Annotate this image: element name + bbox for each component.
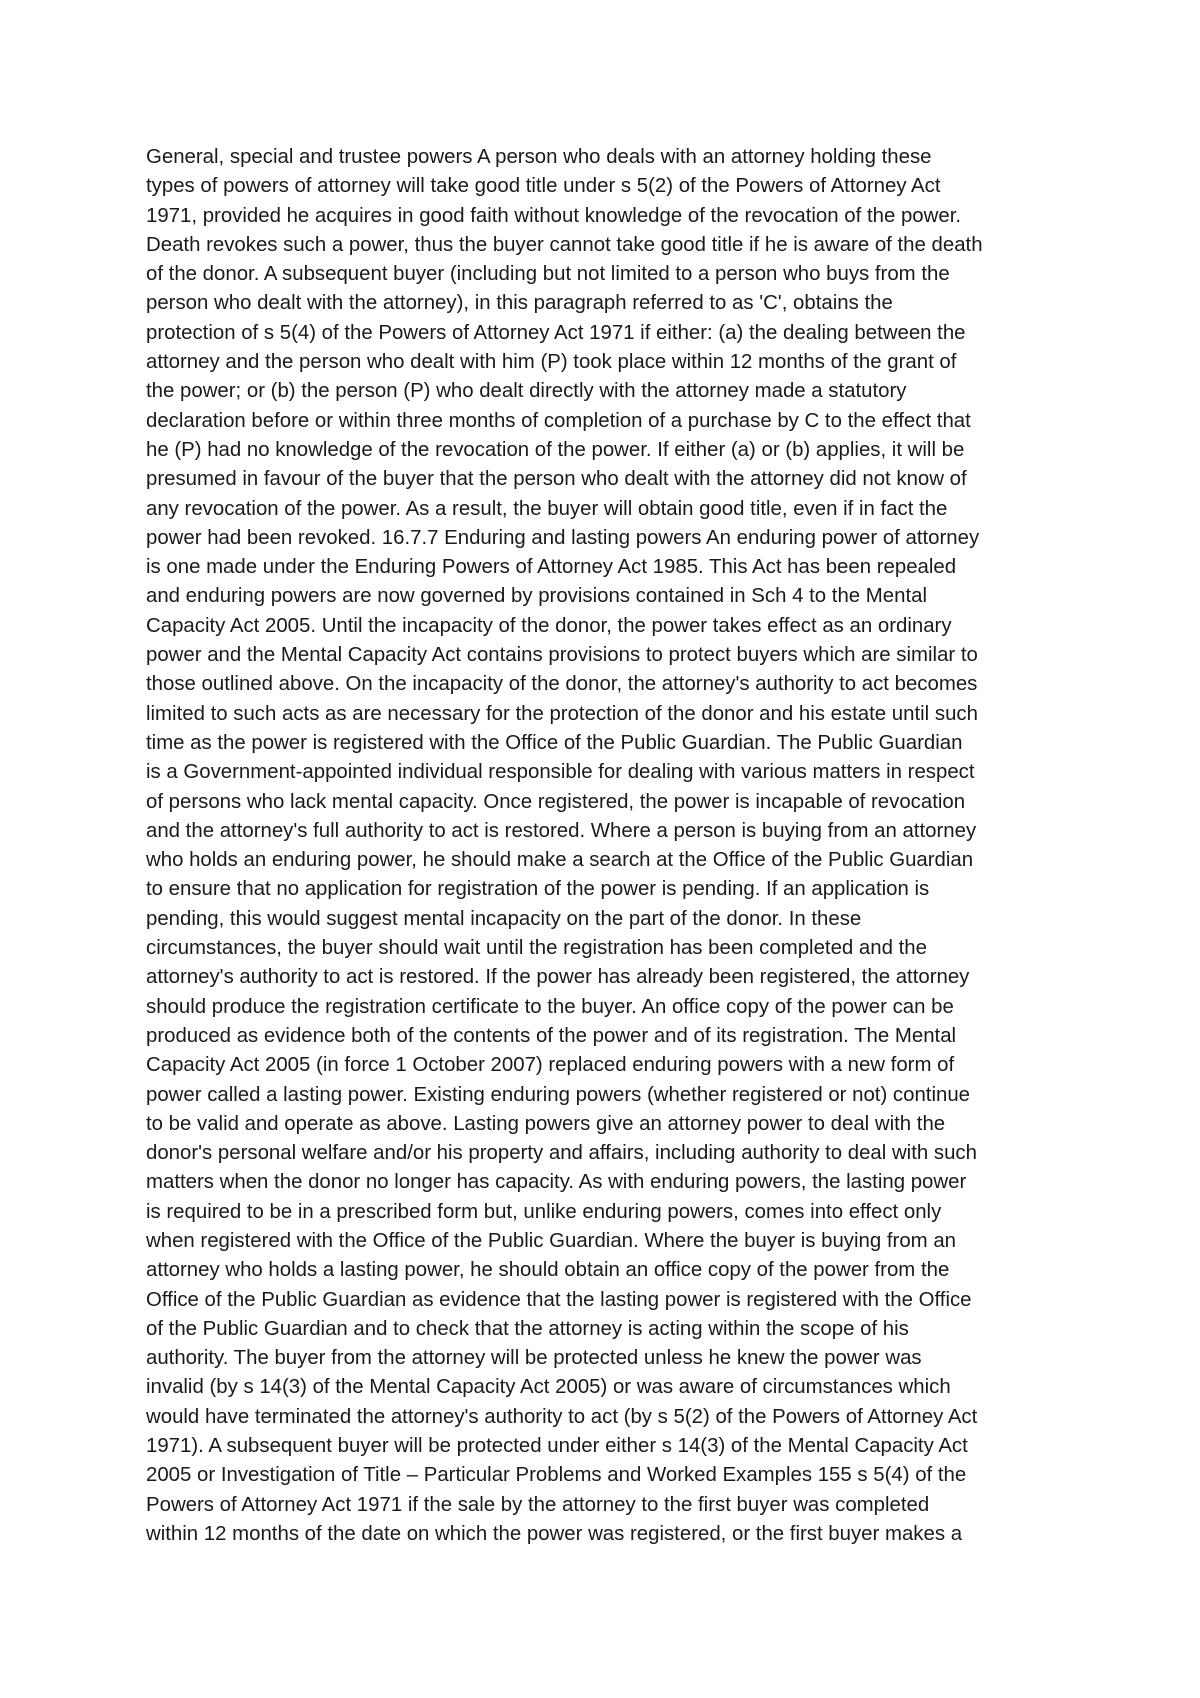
text-line: Death revokes such a power, thus the buyer cannot take good title if he is aware of the death	[146, 233, 983, 256]
text-line: power and the Mental Capacity Act contains provisions to protect buyers which are similar to	[146, 644, 978, 667]
text-line: 1971, provided he acquires in good faith without knowledge of the revocation of the power.	[146, 204, 962, 227]
text-line: any revocation of the power. As a result, the buyer will obtain good title, even if in fact the	[146, 497, 948, 520]
text-line: to be valid and operate as above. Lasting powers give an attorney power to deal with the	[146, 1112, 946, 1135]
text-line: limited to such acts as are necessary for the protection of the donor and his estate until such	[146, 702, 978, 725]
text-line: of the donor. A subsequent buyer (including but not limited to a person who buys from the	[146, 263, 950, 286]
text-line: and enduring powers are now governed by provisions contained in Sch 4 to the Mental	[146, 585, 927, 608]
text-line: circumstances, the buyer should wait until the registration has been completed and the	[146, 937, 927, 960]
text-line: 1971). A subsequent buyer will be protected under either s 14(3) of the Mental Capacity Act	[146, 1435, 968, 1458]
text-line: of the Public Guardian and to check that the attorney is acting within the scope of his	[146, 1317, 909, 1340]
text-line: and the attorney's full authority to act is restored. Where a person is buying from an attorney	[146, 819, 977, 842]
text-line: attorney and the person who dealt with him (P) took place within 12 months of the grant of	[146, 351, 957, 374]
text-line: should produce the registration certificate to the buyer. An office copy of the power can be	[146, 995, 954, 1018]
text-line: pending, this would suggest mental incapacity on the part of the donor. In these	[146, 907, 862, 930]
text-line: of persons who lack mental capacity. Once registered, the power is incapable of revocation	[146, 790, 966, 813]
text-line: attorney who holds a lasting power, he should obtain an office copy of the power from the	[146, 1259, 950, 1282]
text-line: produced as evidence both of the contents of the power and of its registration. The Mental	[146, 1024, 957, 1047]
text-line: power called a lasting power. Existing enduring powers (whether registered or not) continue	[146, 1083, 971, 1106]
text-line: types of powers of attorney will take good title under s 5(2) of the Powers of Attorney Act	[146, 175, 941, 198]
text-line: is one made under the Enduring Powers of Attorney Act 1985. This Act has been repealed	[146, 556, 957, 579]
text-line: the power; or (b) the person (P) who dealt directly with the attorney made a statutory	[146, 380, 907, 403]
text-line: Capacity Act 2005. Until the incapacity of the donor, the power takes effect as an ordinary	[146, 614, 952, 637]
text-line: when registered with the Office of the Public Guardian. Where the buyer is buying from an	[146, 1229, 957, 1252]
text-line: matters when the donor no longer has capacity. As with enduring powers, the lasting power	[146, 1171, 967, 1194]
text-line: those outlined above. On the incapacity of the donor, the attorney's authority to act becomes	[146, 673, 978, 696]
text-line: protection of s 5(4) of the Powers of Attorney Act 1971 if either: (a) the dealing between the	[146, 321, 966, 344]
text-line: authority. The buyer from the attorney will be protected unless he knew the power was	[146, 1347, 922, 1370]
body-text	[146, 143, 1076, 1549]
text-line: to ensure that no application for registration of the power is pending. If an application is	[146, 878, 930, 901]
text-line: is required to be in a prescribed form but, unlike enduring powers, comes into effect only	[146, 1200, 942, 1223]
text-line: donor's personal welfare and/or his property and affairs, including authority to deal with such	[146, 1142, 977, 1165]
text-line: time as the power is registered with the Office of the Public Guardian. The Public Guardian	[146, 731, 963, 754]
text-line: power had been revoked. 16.7.7 Enduring and lasting powers An enduring power of attorney	[146, 526, 980, 549]
text-line: who holds an enduring power, he should make a search at the Office of the Public Guardian	[146, 849, 974, 872]
text-line: General, special and trustee powers A person who deals with an attorney holding these	[146, 146, 932, 168]
text-line: would have terminated the attorney's authority to act (by s 5(2) of the Powers of Attorney Act	[146, 1405, 978, 1428]
text-line: attorney's authority to act is restored. If the power has already been registered, the attorney	[146, 966, 970, 989]
text-line: invalid (by s 14(3) of the Mental Capacity Act 2005) or was aware of circumstances which	[146, 1376, 951, 1399]
text-line: presumed in favour of the buyer that the person who dealt with the attorney did not know of	[146, 468, 967, 491]
text-line: person who dealt with the attorney), in this paragraph referred to as 'C', obtains the	[146, 292, 893, 315]
text-line: 2005 or Investigation of Title – Particular Problems and Worked Examples 155 s 5(4) of the	[146, 1464, 967, 1487]
text-line: is a Government-appointed individual responsible for dealing with various matters in respect	[146, 761, 975, 784]
text-line: Powers of Attorney Act 1971 if the sale by the attorney to the first buyer was completed	[146, 1493, 930, 1516]
text-line: declaration before or within three months of completion of a purchase by C to the effect that	[146, 409, 971, 432]
text-line: Office of the Public Guardian as evidence that the lasting power is registered with the Office	[146, 1288, 972, 1311]
text-line: he (P) had no knowledge of the revocation of the power. If either (a) or (b) applies, it will be	[146, 438, 965, 461]
text-line: Capacity Act 2005 (in force 1 October 2007) replaced enduring powers with a new form of	[146, 1054, 955, 1077]
text-line: within 12 months of the date on which the power was registered, or the first buyer makes a	[146, 1522, 963, 1545]
